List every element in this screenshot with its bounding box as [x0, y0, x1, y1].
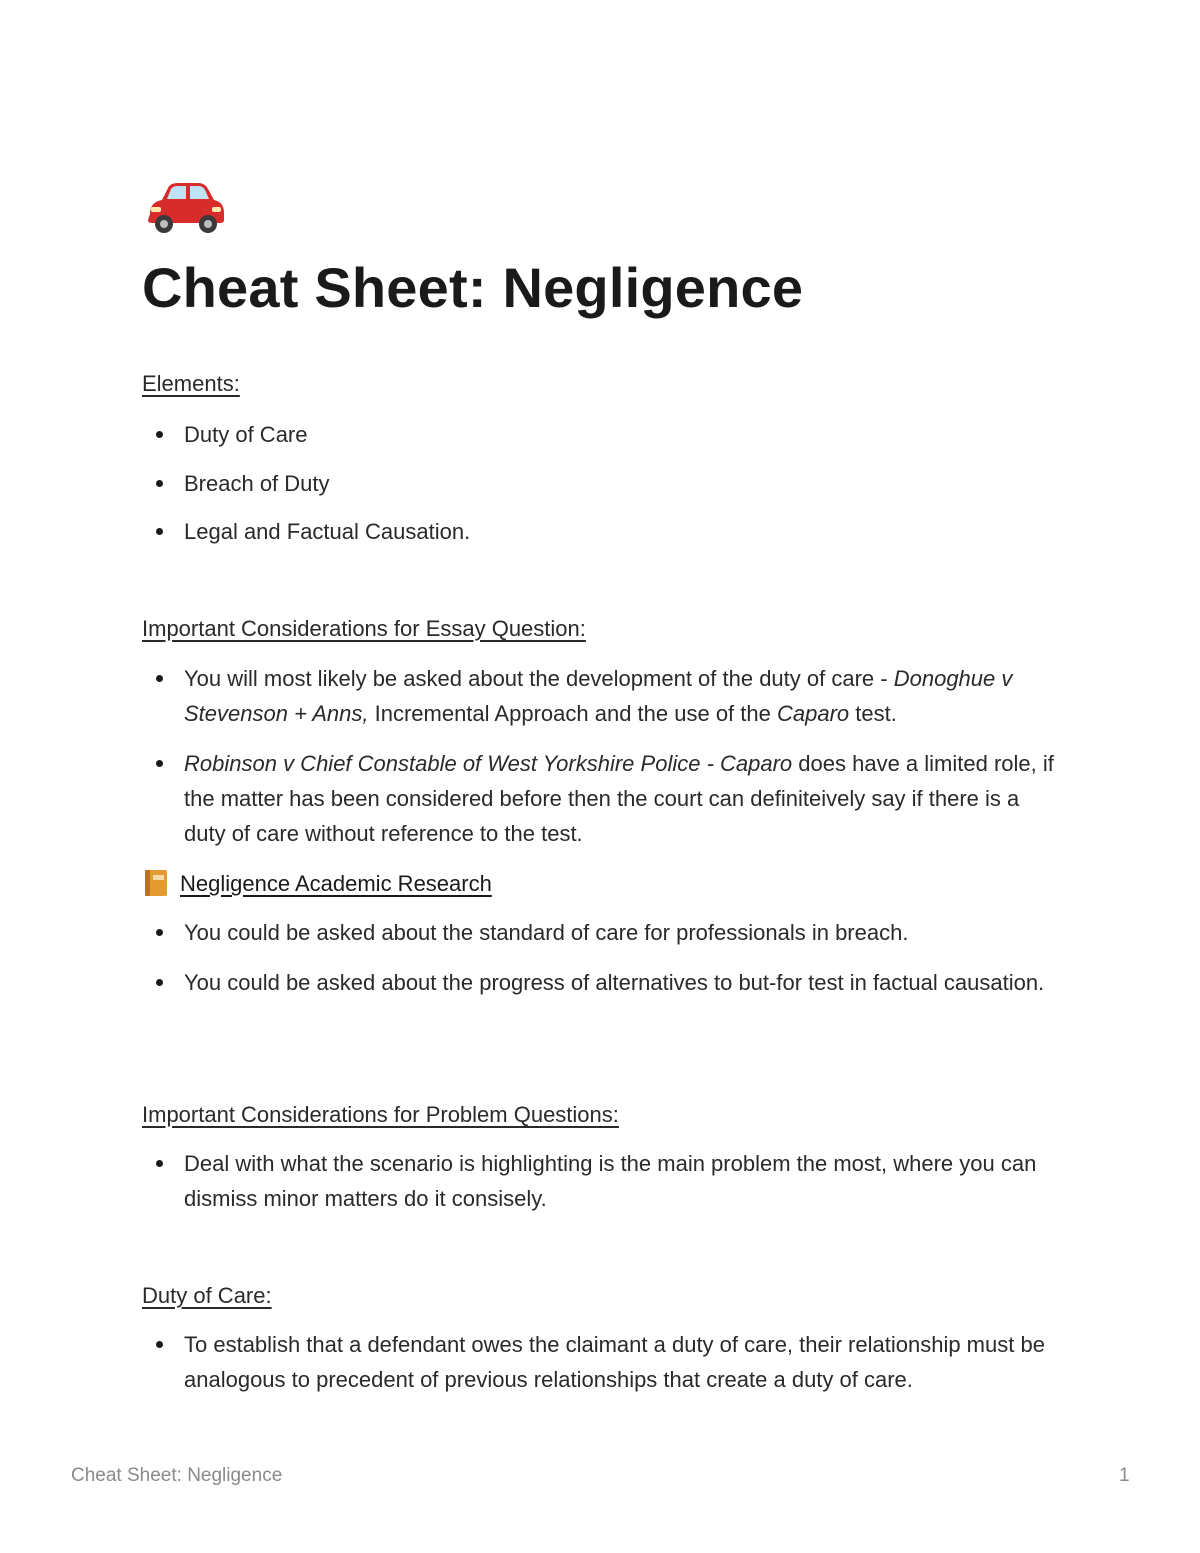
bullet — [156, 1160, 163, 1167]
page-number: 1 — [1119, 1465, 1130, 1486]
problem-heading: Important Considerations for Problem Questions: — [142, 1102, 619, 1127]
list-item: You could be asked about the standard of care for professionals in breach. — [142, 915, 1062, 950]
bullet — [156, 929, 163, 936]
bullet — [156, 431, 163, 438]
page-title: Cheat Sheet: Negligence — [142, 256, 804, 319]
bullet — [156, 528, 163, 535]
bullet — [156, 480, 163, 487]
list-item: You could be asked about the progress of alternatives to but-for test in factual causation. — [142, 965, 1062, 1000]
list-item: You will most likely be asked about the development of the duty of care - Donoghue v Stevenson + Anns, Incremental Approach and the use of the Caparo test. — [142, 661, 1062, 731]
bullet — [156, 1341, 163, 1348]
list-item: Deal with what the scenario is highlighting is the main problem the most, where you can dismiss minor matters do it consisely. — [142, 1146, 1062, 1216]
list-item: To establish that a defendant owes the claimant a duty of care, their relationship must be analogous to precedent of previous relationships that create a duty of care. — [142, 1327, 1062, 1397]
book-icon — [144, 869, 168, 897]
bullet — [156, 675, 163, 682]
bullet — [156, 760, 163, 767]
list-item: Duty of Care — [142, 417, 1062, 452]
list-item: Breach of Duty — [142, 466, 1062, 501]
footer-title: Cheat Sheet: Negligence — [71, 1465, 283, 1486]
bullet — [156, 979, 163, 986]
red-car-icon — [142, 180, 228, 234]
essay-heading: Important Considerations for Essay Question: — [142, 616, 586, 641]
elements-heading: Elements: — [142, 371, 240, 396]
list-item: Legal and Factual Causation. — [142, 514, 1062, 549]
list-item: Robinson v Chief Constable of West Yorkshire Police - Caparo does have a limited role, if the matter has been considered before then the court can definiteively say if there is a duty of care without reference to the test. — [142, 746, 1062, 851]
duty-heading: Duty of Care: — [142, 1283, 272, 1308]
negligence-research-link[interactable]: Negligence Academic Research — [180, 871, 492, 896]
